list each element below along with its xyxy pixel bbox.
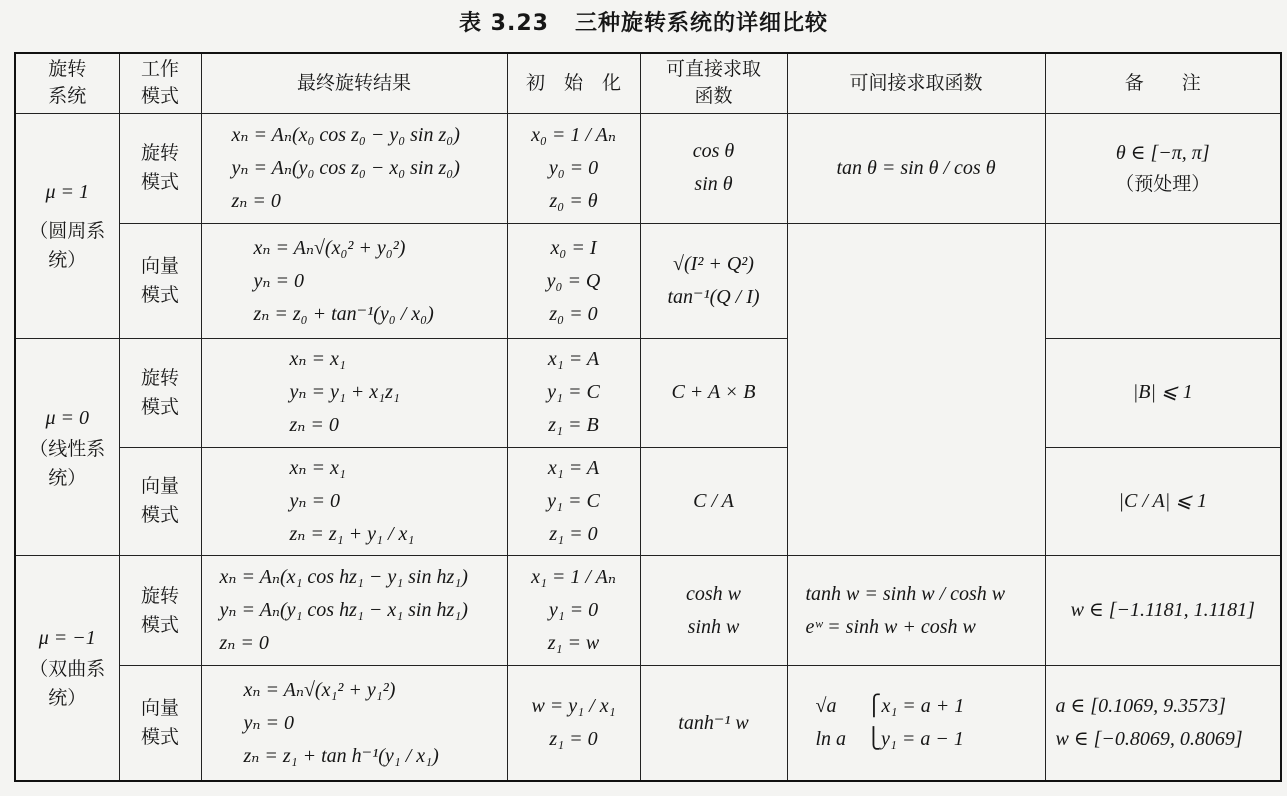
direct-cell: C + A × B: [640, 339, 787, 447]
result-cell: xₙ = Aₙ(x₁ cos hz₁ − y₁ sin hz₁) yₙ = Aₙ(y₁ cos hz₁ − x₁ sin hz₁) zₙ = 0: [201, 555, 507, 665]
init-cell: x₀ = 1 / Aₙ y₀ = 0 z₀ = θ: [507, 113, 640, 223]
note-cell: w ∈ [−1.1181, 1.1181]: [1045, 555, 1281, 665]
indirect-cell: √a ⎧x₁ = a + 1 ln a ⎩y₁ = a − 1: [787, 666, 1045, 781]
header-mode: 工作 模式: [119, 53, 201, 113]
result-cell: xₙ = x₁ yₙ = y₁ + x₁z₁ zₙ = 0: [201, 339, 507, 447]
header-init: 初 始 化: [507, 53, 640, 113]
direct-cell: C / A: [640, 447, 787, 555]
header-row: [15, 53, 1281, 113]
direct-cell: cosh w sinh w: [640, 555, 787, 665]
direct-cell: cos θ sin θ: [640, 113, 787, 223]
init-cell: x₁ = A y₁ = C z₁ = 0: [507, 447, 640, 555]
mode-cell: 旋转 模式: [119, 113, 201, 223]
header-direct: 可直接求取 函数: [640, 53, 787, 113]
system-cell-hyperbolic: μ = −1 （双曲系 统）: [15, 555, 119, 781]
table-row: [15, 555, 1281, 665]
indirect-cell: tan θ = sin θ / cos θ: [787, 113, 1045, 223]
system-cell-circular: μ = 1 （圆周系 统）: [15, 113, 119, 339]
header-system: 旋转 系统: [15, 53, 119, 113]
result-cell: xₙ = Aₙ√(x₁² + y₁²) yₙ = 0 zₙ = z₁ + tan h⁻¹(y₁ / x₁): [201, 666, 507, 781]
note-cell: |C / A| ⩽ 1: [1045, 447, 1281, 555]
note-cell: |B| ⩽ 1: [1045, 339, 1281, 447]
table-row: [15, 666, 1281, 781]
comparison-table: [14, 52, 1282, 782]
init-cell: x₁ = 1 / Aₙ y₁ = 0 z₁ = w: [507, 555, 640, 665]
indirect-cell-empty: [787, 223, 1045, 555]
mode-cell: 向量 模式: [119, 223, 201, 338]
table-title: 三种旋转系统的详细比较: [574, 11, 828, 36]
direct-cell: tanh⁻¹ w: [640, 666, 787, 781]
direct-cell: √(I² + Q²) tan⁻¹(Q / I): [640, 223, 787, 338]
init-cell: x₀ = I y₀ = Q z₀ = 0: [507, 223, 640, 338]
indirect-cell: tanh w = sinh w / cosh w eʷ = sinh w + cosh w: [787, 555, 1045, 665]
mode-cell: 旋转 模式: [119, 555, 201, 665]
result-cell: xₙ = x₁ yₙ = 0 zₙ = z₁ + y₁ / x₁: [201, 447, 507, 555]
result-cell: xₙ = Aₙ√(x₀² + y₀²) yₙ = 0 zₙ = z₀ + tan⁻¹(y₀ / x₀): [201, 223, 507, 338]
system-cell-linear: μ = 0 （线性系 统）: [15, 339, 119, 556]
init-cell: x₁ = A y₁ = C z₁ = B: [507, 339, 640, 447]
init-cell: w = y₁ / x₁ z₁ = 0: [507, 666, 640, 781]
table-row: [15, 339, 1281, 447]
table-row: [15, 447, 1281, 555]
result-cell: xₙ = Aₙ(x₀ cos z₀ − y₀ sin z₀) yₙ = Aₙ(y₀ cos z₀ − x₀ sin z₀) zₙ = 0: [201, 113, 507, 223]
table-row: [15, 223, 1281, 338]
note-cell: a ∈ [0.1069, 9.3573] w ∈ [−0.8069, 0.8069]: [1045, 666, 1281, 781]
table-number: 表 3.23: [459, 11, 549, 36]
note-cell-empty: [1045, 223, 1281, 338]
mode-cell: 向量 模式: [119, 447, 201, 555]
table-caption: [0, 6, 1287, 37]
mode-cell: 旋转 模式: [119, 339, 201, 447]
header-note: 备 注: [1045, 53, 1281, 113]
table-row: [15, 113, 1281, 223]
header-indirect: 可间接求取函数: [787, 53, 1045, 113]
mode-cell: 向量 模式: [119, 666, 201, 781]
note-cell: θ ∈ [−π, π] （预处理）: [1045, 113, 1281, 223]
header-result: 最终旋转结果: [201, 53, 507, 113]
